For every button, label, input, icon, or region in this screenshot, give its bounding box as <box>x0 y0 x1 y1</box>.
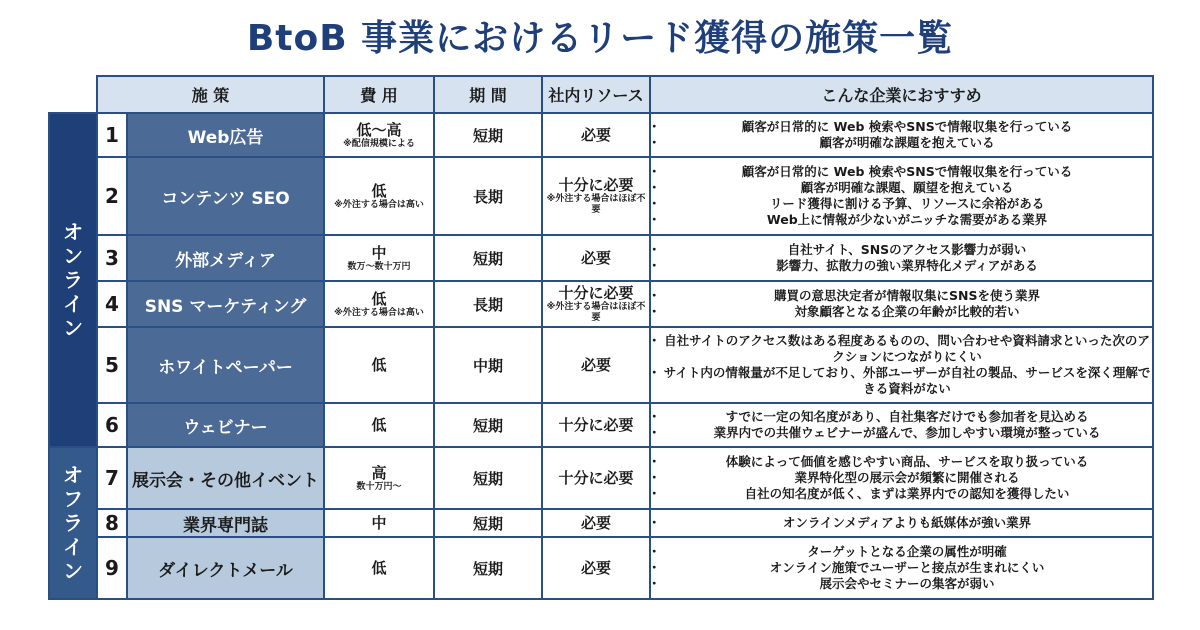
group-offline <box>49 447 97 599</box>
row-number: 7 <box>97 447 127 509</box>
recommend-list <box>651 409 1152 441</box>
recommend-item: ・ オンライン施策でユーザーと接点が生まれにくい <box>651 560 1152 576</box>
recommend-item: ・ リード獲得に割ける予算、リソースに余裕がある <box>651 196 1152 212</box>
period-value: 短期 <box>434 235 542 281</box>
cost-cell <box>324 281 434 327</box>
resource-cell <box>542 235 650 281</box>
resource-cell <box>542 281 650 327</box>
resource-value: 必要 <box>581 514 612 532</box>
recommend-cell <box>650 281 1153 327</box>
recommend-item: ・ オンラインメディアよりも紙媒体が強い業界 <box>651 515 1152 531</box>
measure-name: ダイレクトメール <box>127 537 324 599</box>
resource-cell <box>542 113 650 157</box>
row-number: 1 <box>97 113 127 157</box>
measure-name: 業界専門誌 <box>127 509 324 537</box>
resource-value: 必要 <box>581 356 612 374</box>
header-measure: 施 策 <box>97 76 324 113</box>
measure-name: ホワイトペーパー <box>127 327 324 403</box>
recommend-item: ・ 体験によって価値を感じやすい商品、サービスを取り扱っている <box>651 454 1152 470</box>
table-row <box>49 235 1153 281</box>
recommend-cell <box>650 537 1153 599</box>
resource-cell <box>542 403 650 447</box>
recommend-item: ・ Web上に情報が少ないがニッチな需要がある業界 <box>651 212 1152 228</box>
resource-cell <box>542 327 650 403</box>
cost-cell <box>324 157 434 235</box>
cost-cell <box>324 447 434 509</box>
resource-cell <box>542 157 650 235</box>
recommend-list <box>651 242 1152 274</box>
recommend-item: ・ 顧客が明確な課題、願望を抱えている <box>651 180 1152 196</box>
table-row <box>49 113 1153 157</box>
cost-cell <box>324 235 434 281</box>
recommend-item: ・ 自社サイトのアクセス数はある程度あるものの、問い合わせや資料請求といった次のアクションにつながりにくい <box>651 333 1152 365</box>
measure-name: 外部メディア <box>127 235 324 281</box>
cost-note: 数万〜数十万円 <box>347 261 411 272</box>
header-blank <box>49 76 97 113</box>
recommend-cell <box>650 403 1153 447</box>
cost-note: ※外注する場合は高い <box>334 307 424 318</box>
cost-note: 数十万円〜 <box>356 481 402 492</box>
measure-name: ウェビナー <box>127 403 324 447</box>
resource-note: ※外注する場合はほぼ不要 <box>546 194 646 215</box>
resource-value: 必要 <box>581 249 612 267</box>
period-value: 短期 <box>434 537 542 599</box>
period-value: 長期 <box>434 281 542 327</box>
recommend-item: ・ 自社の知名度が低く、まずは業界内での認知を獲得したい <box>651 486 1152 502</box>
header-cost: 費 用 <box>324 76 434 113</box>
recommend-cell <box>650 113 1153 157</box>
recommend-item: ・ 業界内での共催ウェビナーが盛んで、参加しやすい環境が整っている <box>651 425 1152 441</box>
row-number: 6 <box>97 403 127 447</box>
cost-value: 中 <box>371 243 387 262</box>
resource-value: 十分に必要 <box>558 469 634 487</box>
header-period: 期 間 <box>434 76 542 113</box>
measure-name: 展示会・その他イベント <box>127 447 324 509</box>
resource-cell <box>542 447 650 509</box>
table-row <box>49 281 1153 327</box>
resource-note: ※外注する場合はほぼ不要 <box>546 302 646 323</box>
table-row <box>49 509 1153 537</box>
recommend-list <box>651 515 1152 531</box>
row-number: 5 <box>97 327 127 403</box>
recommend-list <box>651 333 1152 397</box>
header-row <box>49 76 1153 113</box>
recommend-item: ・ 顧客が明確な課題を抱えている <box>651 135 1152 151</box>
cost-value: 中 <box>371 514 387 532</box>
resource-cell <box>542 537 650 599</box>
recommend-list <box>651 454 1152 502</box>
header-recommend: こんな企業におすすめ <box>650 76 1153 113</box>
table-row <box>49 327 1153 403</box>
table-row <box>49 403 1153 447</box>
group-online-label: オンライン <box>63 220 83 340</box>
period-value: 短期 <box>434 509 542 537</box>
cost-note: ※配信規模による <box>343 138 415 149</box>
cost-value: 低 <box>371 289 387 308</box>
resource-cell <box>542 509 650 537</box>
recommend-cell <box>650 509 1153 537</box>
recommend-cell <box>650 327 1153 403</box>
cost-value: 低 <box>371 356 387 374</box>
cost-note: ※外注する場合は高い <box>334 199 424 210</box>
row-number: 8 <box>97 509 127 537</box>
recommend-item: ・ サイト内の情報量が不足しており、外部ユーザーが自社の製品、サービスを深く理解できる資料がない <box>651 365 1152 397</box>
recommend-cell <box>650 235 1153 281</box>
table-row <box>49 447 1153 509</box>
row-number: 2 <box>97 157 127 235</box>
resource-value: 十分に必要 <box>558 284 634 302</box>
cost-value: 高 <box>371 463 387 482</box>
recommend-list <box>651 119 1152 151</box>
period-value: 短期 <box>434 447 542 509</box>
cost-value: 低 <box>371 181 387 200</box>
cost-cell <box>324 403 434 447</box>
page-title: BtoB 事業におけるリード獲得の施策一覧 <box>246 18 954 59</box>
measure-name: コンテンツ SEO <box>127 157 324 235</box>
period-value: 長期 <box>434 157 542 235</box>
row-number: 3 <box>97 235 127 281</box>
recommend-list <box>651 164 1152 228</box>
resource-value: 必要 <box>581 126 612 144</box>
resource-value: 必要 <box>581 559 612 577</box>
recommend-list <box>651 288 1152 320</box>
recommend-item: ・ 顧客が日常的に Web 検索やSNSで情報収集を行っている <box>651 119 1152 135</box>
period-value: 中期 <box>434 327 542 403</box>
measures-table <box>48 75 1154 600</box>
recommend-cell <box>650 157 1153 235</box>
resource-value: 十分に必要 <box>558 416 634 434</box>
cost-cell <box>324 509 434 537</box>
recommend-item: ・ 購買の意思決定者が情報収集にSNSを使う業界 <box>651 288 1152 304</box>
cost-cell <box>324 537 434 599</box>
recommend-item: ・ 影響力、拡散力の強い業界特化メディアがある <box>651 258 1152 274</box>
period-value: 短期 <box>434 403 542 447</box>
group-offline-label: オフライン <box>63 463 83 583</box>
recommend-item: ・ 対象顧客となる企業の年齢が比較的若い <box>651 304 1152 320</box>
recommend-item: ・ 業界特化型の展示会が頻繁に開催される <box>651 470 1152 486</box>
recommend-list <box>651 544 1152 592</box>
resource-value: 十分に必要 <box>558 176 634 194</box>
recommend-item: ・ 顧客が日常的に Web 検索やSNSで情報収集を行っている <box>651 164 1152 180</box>
measure-name: Web広告 <box>127 113 324 157</box>
cost-cell <box>324 327 434 403</box>
recommend-item: ・ 展示会やセミナーの集客が弱い <box>651 576 1152 592</box>
period-value: 短期 <box>434 113 542 157</box>
cost-value: 低 <box>371 559 387 577</box>
recommend-item: ・ ターゲットとなる企業の属性が明確 <box>651 544 1152 560</box>
row-number: 9 <box>97 537 127 599</box>
table-row <box>49 157 1153 235</box>
recommend-item: ・ すでに一定の知名度があり、自社集客だけでも参加者を見込める <box>651 409 1152 425</box>
group-online <box>49 113 97 447</box>
measure-name: SNS マーケティング <box>127 281 324 327</box>
table-row <box>49 537 1153 599</box>
row-number: 4 <box>97 281 127 327</box>
recommend-cell <box>650 447 1153 509</box>
cost-value: 低 <box>371 416 387 434</box>
cost-value: 低〜高 <box>356 120 402 139</box>
recommend-item: ・ 自社サイト、SNSのアクセス影響力が弱い <box>651 242 1152 258</box>
cost-cell <box>324 113 434 157</box>
header-resource: 社内リソース <box>542 76 650 113</box>
